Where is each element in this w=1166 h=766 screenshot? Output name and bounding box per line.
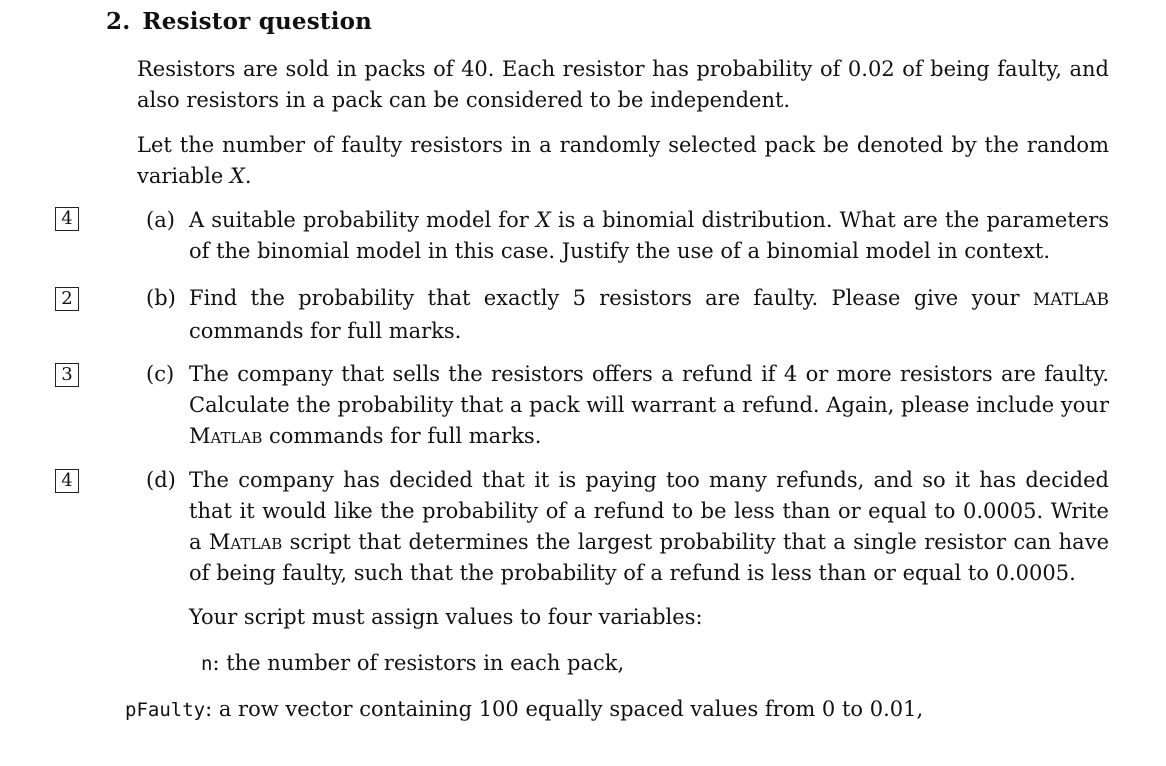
question-heading bbox=[106, 8, 372, 35]
part-a-text-2: is a binomial distribution. What are the parameters of the binomial model in this case. Justify the use of a binomial model in context. bbox=[189, 208, 1110, 263]
marks-box-a: 4 bbox=[55, 207, 79, 231]
variable-pfaulty-desc: : a row vector containing 100 equally spaced values from 0 to 0.01, bbox=[205, 697, 924, 721]
part-d bbox=[146, 465, 1109, 589]
marks-box-c: 3 bbox=[55, 363, 79, 387]
variable-n-desc: : the number of resistors in each pack, bbox=[212, 651, 625, 675]
part-d-matlab: Matlab bbox=[208, 530, 283, 554]
variable-n-line bbox=[201, 648, 624, 680]
part-d-text bbox=[189, 465, 1109, 589]
part-d-text-1: The company has decided that it is paying too many refunds, and so it has decided that it would like the probability of a refund to be less than or equal to 0.0005. Write a bbox=[189, 468, 1109, 554]
variable-n-name: n bbox=[201, 653, 213, 675]
intro-paragraph-2-end: . bbox=[244, 164, 252, 188]
variable-pfaulty-line bbox=[125, 694, 923, 726]
part-c-matlab: Matlab bbox=[189, 424, 263, 448]
part-b bbox=[146, 283, 1109, 347]
script-intro: Your script must assign values to four variables: bbox=[189, 605, 703, 629]
marks-box-d: 4 bbox=[55, 469, 79, 493]
intro-paragraph-2-text: Let the number of faulty resistors in a randomly selected pack be denoted by the random variable bbox=[137, 133, 1109, 188]
part-a-text bbox=[189, 205, 1109, 267]
part-c bbox=[146, 359, 1109, 452]
intro-paragraph-1: Resistors are sold in packs of 40. Each resistor has probability of 0.02 of being faulty, and also resistors in a pack can be considered to be independent. bbox=[137, 57, 1109, 112]
part-a-text-1: A suitable probability model for bbox=[189, 208, 536, 232]
part-d-label: (d) bbox=[146, 468, 176, 492]
part-a bbox=[146, 205, 1109, 267]
variable-pfaulty-name: pFaulty bbox=[125, 699, 206, 721]
question-number: 2. bbox=[106, 8, 131, 35]
part-a-label: (a) bbox=[146, 208, 175, 232]
part-b-text-1: Find the probability that exactly 5 resistors are faulty. Please give your bbox=[189, 286, 1033, 310]
part-b-text-2: commands for full marks. bbox=[189, 319, 462, 343]
question-title: Resistor question bbox=[142, 8, 373, 35]
part-a-variable: X bbox=[535, 208, 551, 232]
part-b-label: (b) bbox=[146, 286, 176, 310]
part-c-text bbox=[189, 359, 1109, 452]
part-b-text bbox=[189, 283, 1109, 347]
part-c-text-2: commands for full marks. bbox=[262, 424, 542, 448]
marks-box-b: 2 bbox=[55, 287, 79, 311]
random-variable-symbol: X bbox=[229, 164, 245, 188]
part-d-text-2: script that determines the largest probability that a single resistor can have of being faulty, such that the probability of a refund is less than or equal to 0.0005. bbox=[189, 530, 1109, 585]
part-b-matlab: MATLAB bbox=[1032, 290, 1109, 310]
part-c-label: (c) bbox=[146, 362, 175, 386]
intro-paragraph-2 bbox=[137, 130, 1109, 192]
part-c-text-1: The company that sells the resistors offers a refund if 4 or more resistors are faulty. Calculate the probability that a pack will warrant a refund. Again, please include your bbox=[189, 362, 1109, 417]
